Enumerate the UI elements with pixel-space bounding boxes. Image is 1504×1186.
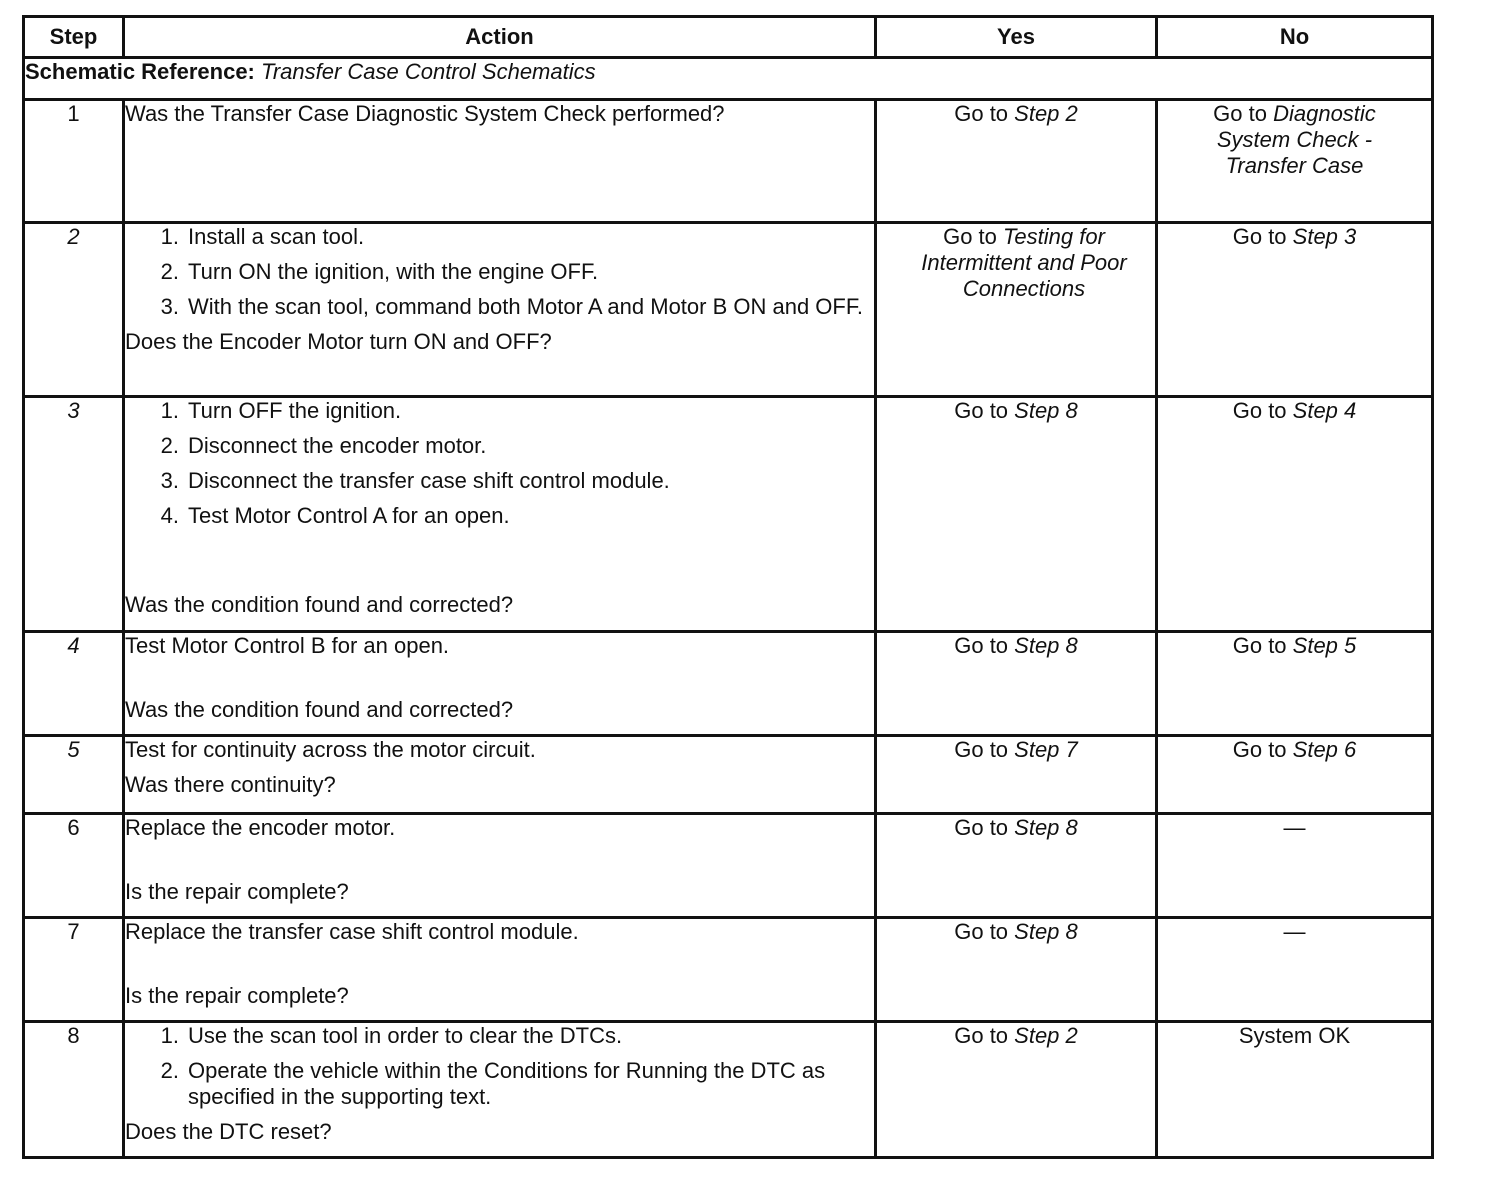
action-text: Replace the encoder motor. (125, 815, 396, 840)
schematic-reference-row (24, 58, 1433, 100)
action-list-item: 2. Disconnect the encoder motor. (160, 433, 487, 458)
yes-cell (876, 814, 1157, 918)
header-yes: Yes (876, 17, 1157, 58)
table-row (24, 736, 1433, 814)
step-number: 2 (24, 223, 124, 397)
no-prefix: Go to (1232, 737, 1293, 762)
step-number: 5 (24, 736, 124, 814)
no-link[interactable]: Step 4 (1292, 398, 1357, 423)
yes-prefix: Go to (954, 815, 1015, 840)
header-action: Action (124, 17, 876, 58)
schematic-reference-link[interactable]: Transfer Case Control Schematics (261, 59, 596, 84)
no-cell (1157, 223, 1433, 397)
table-row (24, 814, 1433, 918)
no-link[interactable]: Step 6 (1292, 737, 1357, 762)
header-step: Step (24, 17, 124, 58)
action-text: Was the Transfer Case Diagnostic System Check performed? (125, 101, 725, 126)
action-list (125, 224, 874, 320)
action-list-item: 2. Operate the vehicle within the Conditions for Running the DTC as specified in the supporting text. (160, 1058, 826, 1109)
yes-prefix: Go to (954, 737, 1015, 762)
action-cell (124, 223, 876, 397)
table-row (24, 918, 1433, 1022)
yes-cell (876, 100, 1157, 223)
action-question: Does the Encoder Motor turn ON and OFF? (125, 329, 552, 354)
no-cell (1157, 736, 1433, 814)
yes-cell (876, 632, 1157, 736)
step-number: 1 (24, 100, 124, 223)
yes-prefix: Go to (943, 224, 1003, 249)
yes-cell (876, 736, 1157, 814)
action-cell (124, 632, 876, 736)
action-list-item: 2. Turn ON the ignition, with the engine OFF. (160, 259, 599, 284)
schematic-reference-label: Schematic Reference: (25, 59, 255, 84)
diagnostic-table (22, 15, 1434, 1159)
action-question: Is the repair complete? (125, 983, 349, 1008)
table-row (24, 397, 1433, 632)
no-link[interactable]: Step 5 (1292, 633, 1357, 658)
yes-cell (876, 918, 1157, 1022)
yes-prefix: Go to (954, 919, 1015, 944)
action-cell (124, 397, 876, 632)
yes-link[interactable]: Step 8 (1014, 815, 1078, 840)
yes-link[interactable]: Step 8 (1014, 919, 1078, 944)
yes-link[interactable]: Step 2 (1014, 1023, 1078, 1048)
no-link[interactable]: Step 3 (1292, 224, 1357, 249)
step-number: 3 (24, 397, 124, 632)
action-list-item: 3. Disconnect the transfer case shift control module. (160, 468, 670, 493)
no-prefix: Go to (1213, 101, 1274, 126)
schematic-reference (24, 58, 1433, 100)
yes-link[interactable]: Step 8 (1014, 398, 1078, 423)
action-cell (124, 100, 876, 223)
yes-link[interactable]: Step 7 (1014, 737, 1078, 762)
action-list-item: 3. With the scan tool, command both Motor A and Motor B ON and OFF. (160, 294, 863, 319)
yes-link[interactable]: Step 2 (1014, 101, 1078, 126)
no-cell: — (1157, 918, 1433, 1022)
action-cell (124, 814, 876, 918)
step-number: 8 (24, 1022, 124, 1158)
action-cell (124, 736, 876, 814)
no-cell (1157, 100, 1433, 223)
yes-link[interactable]: Testing for Intermittent and Poor Connections (921, 224, 1127, 301)
yes-link[interactable]: Step 8 (1014, 633, 1078, 658)
action-question: Was the condition found and corrected? (125, 592, 514, 617)
yes-prefix: Go to (954, 101, 1015, 126)
action-list (125, 1023, 874, 1110)
no-prefix: Go to (1232, 398, 1293, 423)
action-text: Test Motor Control B for an open. (125, 633, 450, 658)
action-question: Does the DTC reset? (125, 1119, 332, 1144)
action-list-item: 1. Install a scan tool. (160, 224, 365, 249)
action-list-item: 1. Use the scan tool in order to clear the DTCs. (160, 1023, 623, 1048)
action-question: Is the repair complete? (125, 879, 349, 904)
no-cell: System OK (1157, 1022, 1433, 1158)
action-text: Test for continuity across the motor circuit. (125, 737, 536, 762)
action-list-item: 4. Test Motor Control A for an open. (160, 503, 510, 528)
step-number: 6 (24, 814, 124, 918)
yes-prefix: Go to (954, 1023, 1015, 1048)
table-row (24, 1022, 1433, 1158)
header-no: No (1157, 17, 1433, 58)
action-question: Was there continuity? (125, 772, 336, 797)
no-cell (1157, 397, 1433, 632)
action-question: Was the condition found and corrected? (125, 697, 514, 722)
no-prefix: Go to (1232, 633, 1293, 658)
step-number: 7 (24, 918, 124, 1022)
table-row (24, 223, 1433, 397)
yes-cell (876, 223, 1157, 397)
table-row (24, 100, 1433, 223)
action-cell (124, 918, 876, 1022)
no-cell (1157, 632, 1433, 736)
yes-prefix: Go to (954, 398, 1015, 423)
yes-prefix: Go to (954, 633, 1015, 658)
no-link[interactable]: Diagnostic System Check - Transfer Case (1216, 101, 1376, 178)
table-row (24, 632, 1433, 736)
no-cell: — (1157, 814, 1433, 918)
step-number: 4 (24, 632, 124, 736)
yes-cell (876, 1022, 1157, 1158)
no-prefix: Go to (1232, 224, 1293, 249)
yes-cell (876, 397, 1157, 632)
action-text: Replace the transfer case shift control module. (125, 919, 579, 944)
header-row (24, 17, 1433, 58)
action-cell (124, 1022, 876, 1158)
action-list-item: 1. Turn OFF the ignition. (160, 398, 402, 423)
action-list (125, 398, 874, 538)
